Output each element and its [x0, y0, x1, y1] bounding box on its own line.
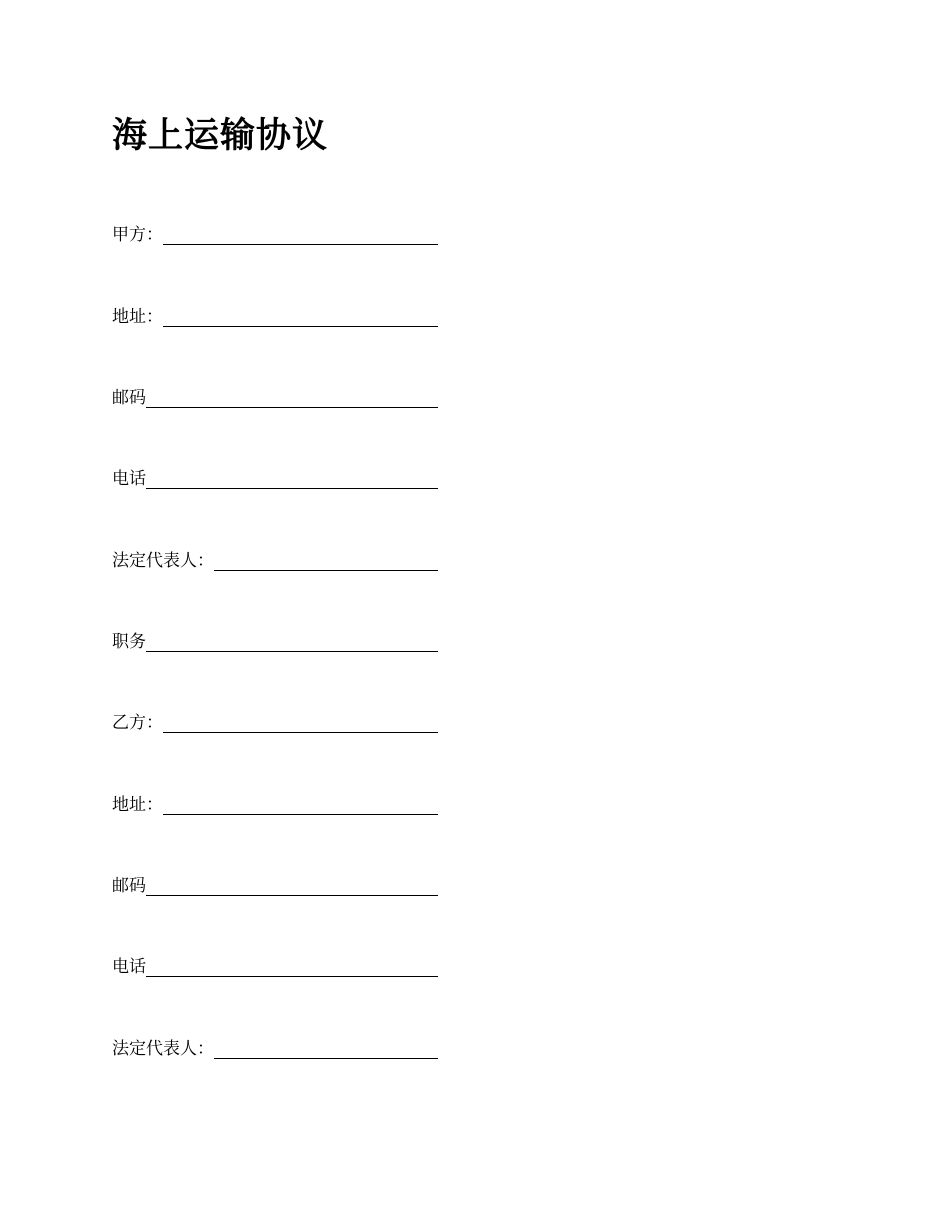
- party-a-legal-rep-label: 法定代表人：: [112, 551, 214, 571]
- party-b-postcode-row: [112, 869, 438, 897]
- party-a-name-blank: [163, 224, 438, 245]
- party-a-postcode-blank: [146, 387, 438, 408]
- party-a-legal-rep-row: [112, 544, 438, 572]
- party-a-address-row: [112, 300, 438, 328]
- party-b-phone-label: 电话: [112, 957, 146, 977]
- party-b-postcode-blank: [146, 875, 438, 896]
- party-a-address-blank: [163, 306, 438, 327]
- party-b-address-label: 地址：: [112, 795, 163, 815]
- party-b-legal-rep-label: 法定代表人：: [112, 1039, 214, 1059]
- party-b-postcode-label: 邮码: [112, 876, 146, 896]
- party-a-position-label: 职务: [112, 632, 146, 652]
- party-b-address-blank: [163, 794, 438, 815]
- party-b-name-label: 乙方：: [112, 713, 163, 733]
- party-a-phone-row: [112, 462, 438, 490]
- party-b-legal-rep-blank: [214, 1038, 438, 1059]
- party-a-phone-blank: [146, 468, 438, 489]
- party-a-legal-rep-blank: [214, 550, 438, 571]
- party-a-position-blank: [146, 631, 438, 652]
- party-a-postcode-label: 邮码: [112, 388, 146, 408]
- document-title: 海上运输协议: [112, 116, 329, 156]
- party-b-name-row: [112, 706, 438, 734]
- party-a-name-label: 甲方：: [112, 225, 163, 245]
- party-a-postcode-row: [112, 381, 438, 409]
- party-a-name-row: [112, 218, 438, 246]
- party-a-position-row: [112, 625, 438, 653]
- party-b-name-blank: [163, 712, 438, 733]
- party-b-phone-blank: [146, 956, 438, 977]
- party-a-address-label: 地址：: [112, 307, 163, 327]
- party-b-phone-row: [112, 950, 438, 978]
- party-b-legal-rep-row: [112, 1032, 438, 1060]
- party-a-phone-label: 电话: [112, 469, 146, 489]
- party-b-address-row: [112, 788, 438, 816]
